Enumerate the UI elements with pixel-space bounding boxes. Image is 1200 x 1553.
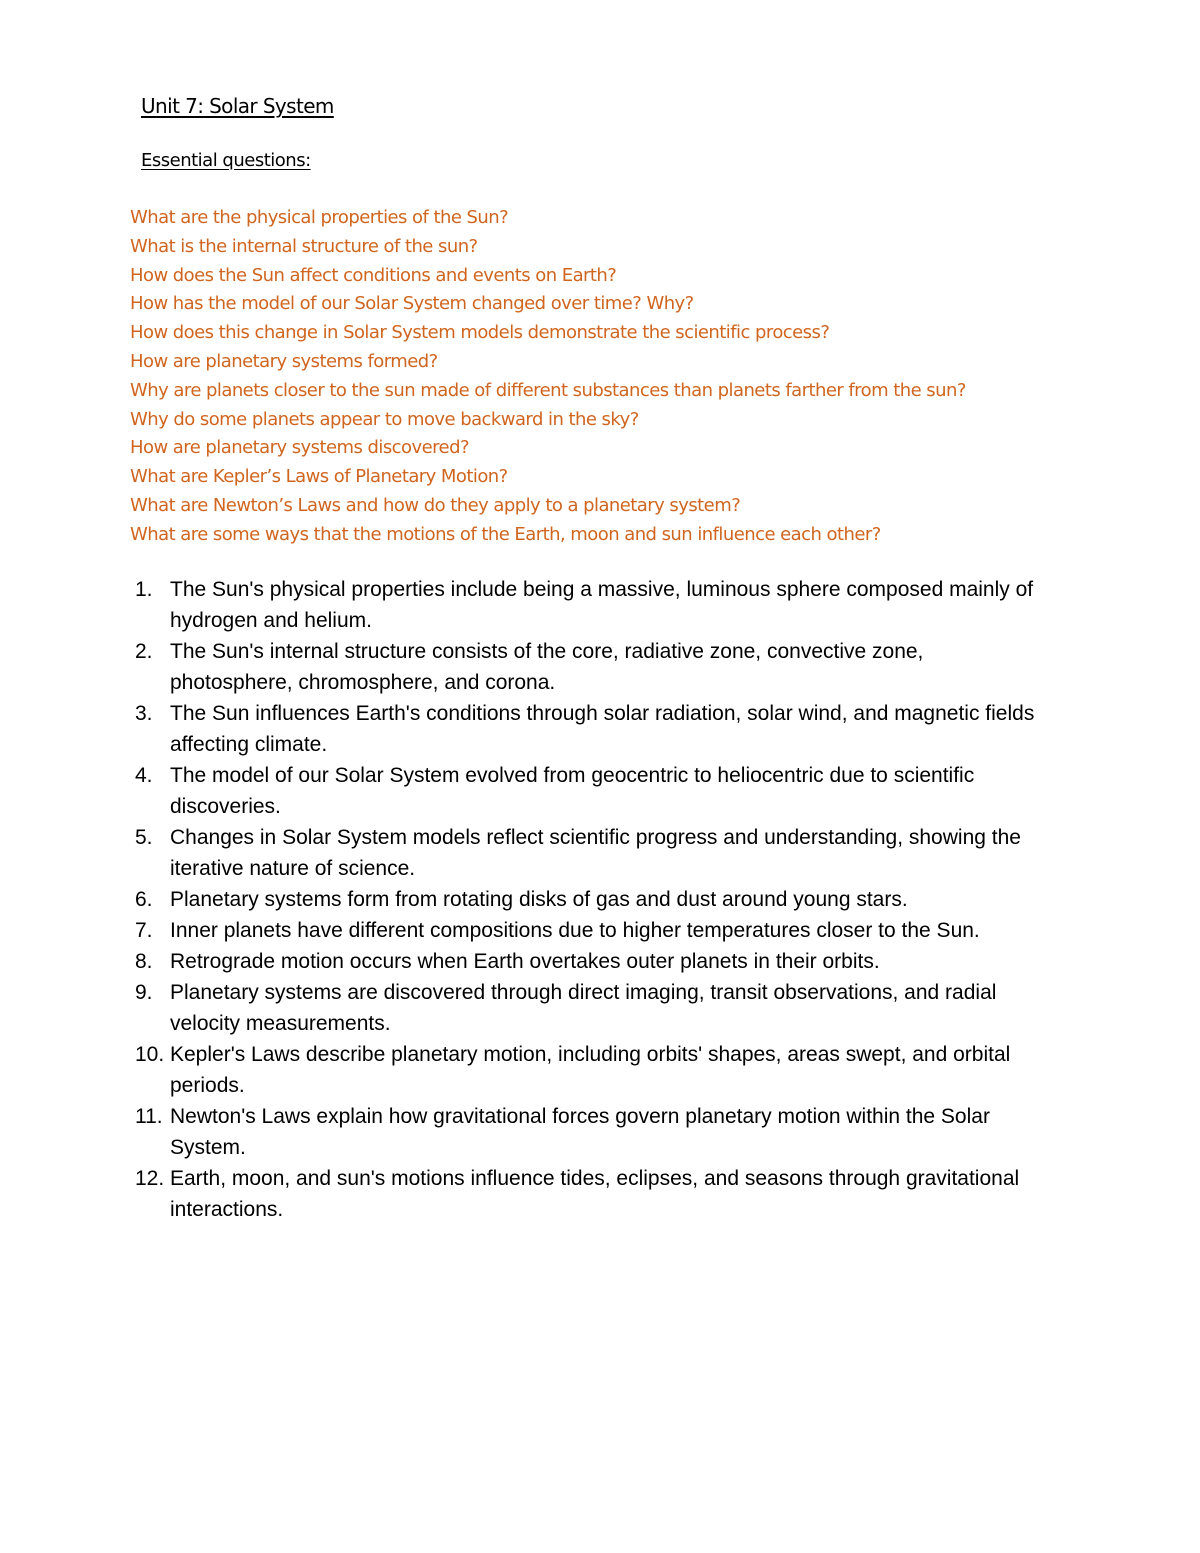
answer-text: Kepler's Laws describe planetary motion, including orbits' shapes, areas swept, and orbital periods. [170, 1043, 1011, 1097]
answer-item [130, 884, 1050, 915]
question-item: What is the internal structure of the sun? [130, 235, 478, 257]
answer-text: Inner planets have different compositions due to higher temperatures closer to the Sun. [170, 919, 980, 942]
answer-item [130, 915, 1050, 946]
answer-text: The Sun influences Earth's conditions through solar radiation, solar wind, and magnetic fields affecting climate. [170, 702, 1035, 756]
question-item: What are the physical properties of the Sun? [130, 207, 509, 228]
question-item: What are Newton’s Laws and how do they apply to a planetary system? [130, 494, 741, 516]
answer-item [130, 574, 1050, 636]
answer-item [130, 1039, 1050, 1101]
answer-item [130, 1101, 1050, 1163]
essential-questions-heading: Essential questions: [141, 150, 311, 171]
answer-number: 7. [135, 919, 153, 942]
answer-number: 9. [135, 981, 153, 1004]
question-item: What are Kepler’s Laws of Planetary Motion? [130, 466, 508, 488]
answer-number: 4. [135, 764, 153, 787]
answer-text: The Sun's internal structure consists of the core, radiative zone, convective zone, photosphere, chromosphere, and corona. [170, 640, 924, 694]
answer-text: Retrograde motion occurs when Earth overtakes outer planets in their orbits. [170, 950, 880, 973]
answer-item [130, 977, 1050, 1039]
answer-number: 5. [135, 826, 153, 849]
answer-number: 11. [135, 1105, 163, 1128]
answer-number: 12. [135, 1167, 165, 1190]
question-item: How does this change in Solar System models demonstrate the scientific process? [130, 322, 830, 344]
answer-item [130, 698, 1050, 760]
answer-text: Newton's Laws explain how gravitational forces govern planetary motion within the Solar System. [170, 1105, 990, 1159]
answer-item [130, 760, 1050, 822]
question-item: How are planetary systems discovered? [130, 437, 469, 459]
question-item: How does the Sun affect conditions and events on Earth? [130, 264, 617, 286]
answer-number: 10. [135, 1043, 165, 1066]
answer-number: 3. [135, 702, 153, 725]
question-item: How are planetary systems formed? [130, 350, 438, 372]
answer-item [130, 636, 1050, 698]
question-item: What are some ways that the motions of the Earth, moon and sun influence each other? [130, 523, 881, 545]
essential-questions-list [130, 204, 1050, 550]
answer-text: Changes in Solar System models reflect scientific progress and understanding, showing the iterative nature of science. [170, 826, 1021, 880]
answer-number: 8. [135, 950, 153, 973]
question-item: Why are planets closer to the sun made of different substances than planets farther from the sun? [130, 379, 966, 401]
answers-list [130, 574, 1050, 1225]
answer-text: The model of our Solar System evolved from geocentric to heliocentric due to scientific discoveries. [170, 764, 975, 818]
question-item: How has the model of our Solar System changed over time? Why? [130, 293, 694, 315]
answer-item [130, 1163, 1050, 1225]
answer-number: 6. [135, 888, 153, 911]
document-title: Unit 7: Solar System [141, 94, 334, 118]
answer-text: Planetary systems are discovered through direct imaging, transit observations, and radial velocity measurements. [170, 981, 997, 1035]
answer-text: The Sun's physical properties include being a massive, luminous sphere composed mainly of hydrogen and helium. [170, 578, 1034, 632]
answer-text: Planetary systems form from rotating disks of gas and dust around young stars. [170, 888, 908, 911]
answer-text: Earth, moon, and sun's motions influence tides, eclipses, and seasons through gravitational interactions. [170, 1167, 1020, 1221]
answer-item [130, 946, 1050, 977]
answer-number: 2. [135, 640, 153, 663]
question-item: Why do some planets appear to move backward in the sky? [130, 408, 639, 430]
answer-item [130, 822, 1050, 884]
answer-number: 1. [135, 578, 153, 601]
